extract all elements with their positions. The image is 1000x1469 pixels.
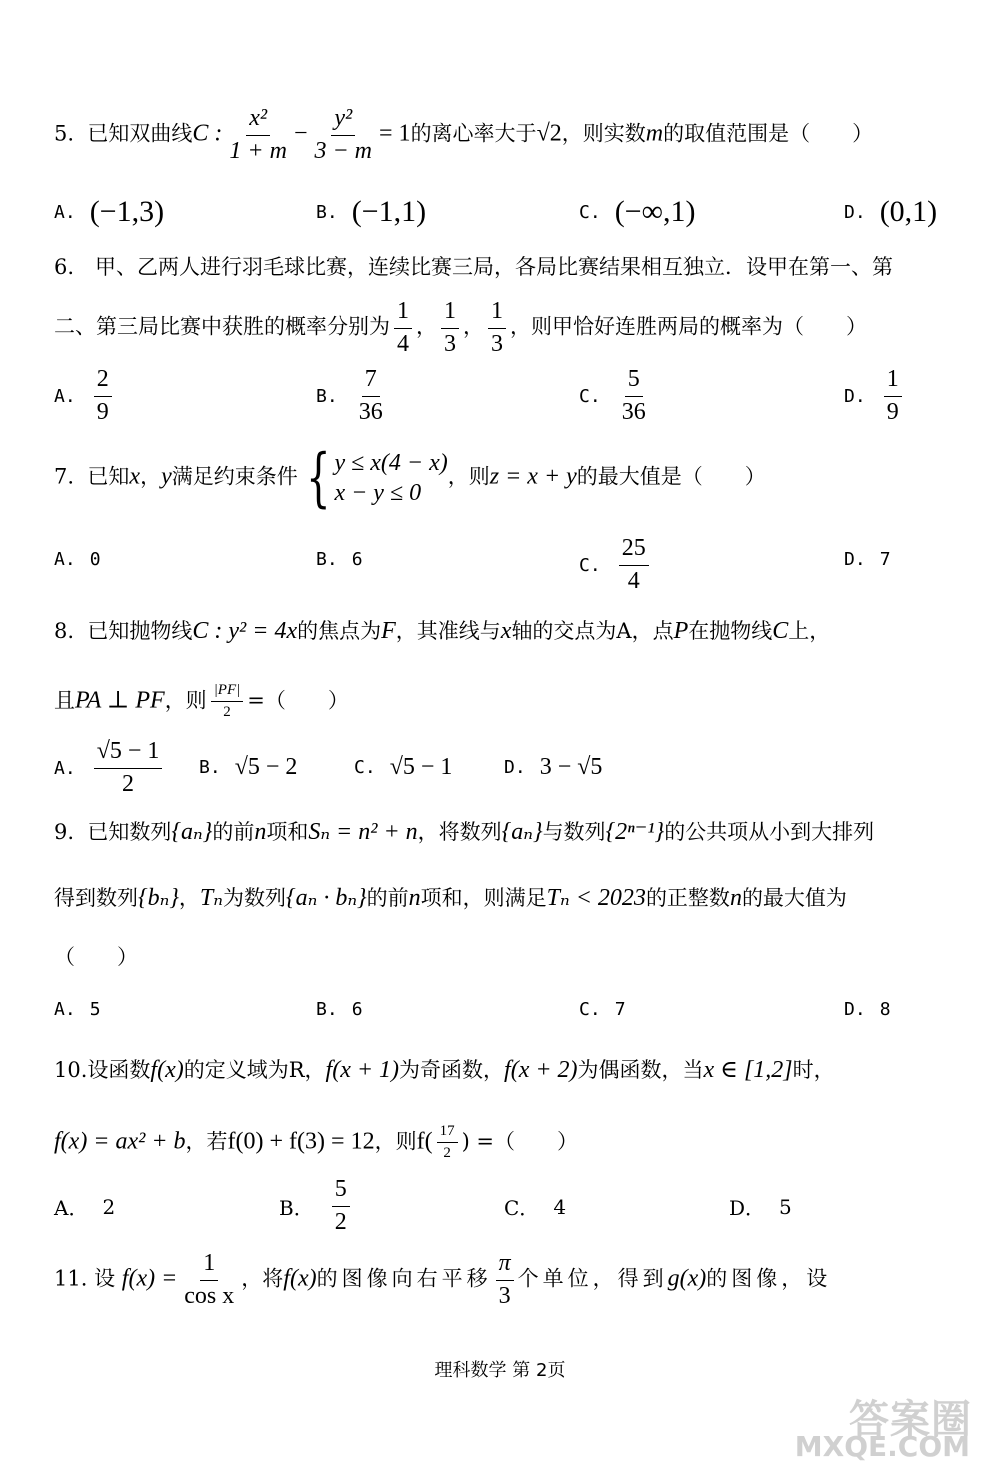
q10-fx1: f(x + 1) [325,1057,400,1083]
question-7 [54,441,960,515]
q9-text8: ， [178,886,200,910]
q11-gx: g(x) [667,1265,707,1292]
q10-text7: ，则 [374,1129,417,1154]
question-9-line2 [54,886,960,910]
q10-text: 设函数 [87,1058,151,1082]
question-10-line1 [54,1058,960,1082]
q9-text7: 得到数列 [54,886,138,910]
q5-option-c[interactable]: C. (−∞,1) [579,195,696,228]
q10-option-c[interactable]: C． 4 [504,1194,567,1220]
question-8-line1 [54,619,960,643]
q9-power-seq: {2ⁿ⁻¹} [605,819,665,845]
page-footer: 理科数学 第 2页 [434,1360,566,1381]
q9-option-b[interactable]: B. 6 [316,999,363,1020]
q10-fx2: f(x + 2) [504,1057,578,1083]
q10-text5: 时， [792,1058,835,1082]
q7-option-a[interactable]: A. 0 [54,549,101,570]
question-5 [54,105,960,165]
q6-text2: ，则甲恰好连胜两局的概率为（ ） [510,314,867,339]
q6-p2: $\frac{1}{3}$ [441,298,459,358]
q8-option-c[interactable]: C. √5 − 1 [354,754,453,780]
q10-number: 10. [54,1058,88,1082]
q8-text4: 轴的交点为A，点 [511,619,674,643]
q9-text10: 的前 [366,886,409,910]
q10-option-b[interactable]: B． $\frac{5}{2}$ [279,1176,354,1236]
q9-text13: 的最大值为 [741,886,847,910]
q7-option-b[interactable]: B. 6 [316,549,363,570]
q7-y: y [161,463,172,490]
q9-text5: 与数列 [542,820,606,844]
q9-an: {aₙ} [171,819,213,845]
q9-answer-paren: （ ） [54,945,138,969]
q8-F: F [381,618,396,644]
q8-option-a[interactable]: A. $\frac{√5 - 1}{2}$ [54,738,166,798]
q11-text3: 的图像向右平移 [316,1266,492,1291]
q9-text9: 为数列 [223,886,286,910]
q5-frac1: $\frac{\text{x²}}{1 + m}$ [229,105,287,164]
q9-sn: Sₙ = n² + n [308,819,418,845]
q6-option-c[interactable]: C. $\frac{5}{36}$ [579,366,646,425]
q9-text: 已知数列 [87,820,172,844]
q10-text3: 为奇函数， [399,1058,505,1082]
q5-frac2: $\frac{\text{y²}}{3 - m}$ [314,105,373,164]
q5-text4: 的取值范围是（ ） [663,121,874,146]
question-9-line1 [54,820,960,844]
q9-an2: {aₙ} [501,819,543,845]
q9-n: n [254,819,267,845]
q6-text: 二、第三局比赛中获胜的概率分别为 [54,314,390,339]
q6-p1: $\frac{1}{4}$ [394,298,412,358]
q10-frac: $\frac{17}{2}$ [437,1123,458,1163]
q9-text12: 的正整数 [645,886,730,910]
q11-shift: $\frac{\pi}{3}$ [496,1250,514,1310]
q8-text: 已知抛物线 [87,619,193,643]
q8-number: 8. [54,619,75,643]
q11-text2: ，将 [241,1266,284,1291]
q9-option-c[interactable]: C. 7 [579,999,626,1020]
q7-x: x [129,463,141,490]
q8-P: P [673,618,689,644]
q5-option-d[interactable]: D. (0,1) [844,195,938,228]
q8-text8: ，则 [164,688,207,713]
q8-text9: =（ ） [247,688,349,713]
q9-option-d[interactable]: D. 8 [844,999,891,1020]
q5-option-a[interactable]: A. (−1,3) [54,195,165,228]
q7-number: 7. [54,464,75,489]
q5-curve: C : [192,120,223,147]
q6-p3: $\frac{1}{3}$ [488,298,506,358]
q5-option-b[interactable]: B. (−1,1) [316,195,427,228]
q8-C: C [772,618,789,644]
q11-fx2: f(x) [283,1265,317,1292]
q9-number: 9. [54,820,75,844]
q8-text2: 的焦点为 [297,619,382,643]
q9-bn: {bₙ} [138,885,179,911]
q7-option-d[interactable]: D. 7 [844,549,891,570]
q5-text: 已知双曲线 [87,121,193,146]
q8-parabola: C : y² = 4x [192,618,298,644]
q9-text6: 的公共项从小到大排列 [664,820,875,844]
q10-option-a[interactable]: A． 2 [54,1194,116,1220]
q5-number: 5. [54,121,75,146]
q8-x: x [500,618,512,644]
q8-frac: $\frac{|PF|}{2}$ [211,682,244,722]
q10-condition: f(0) + f(3) = 12 [227,1128,375,1155]
question-10-line2 [54,1123,960,1163]
q8-option-b[interactable]: B. √5 − 2 [199,754,298,780]
q8-text3: ，其准线与 [395,619,501,643]
q9-option-a[interactable]: A. 5 [54,999,101,1020]
q7-constraints: { y ≤ x(4 − x) x − y ≤ 0 [305,441,448,515]
q10-definition: f(x) = ax² + b [54,1128,186,1155]
question-6-line1: 6. 甲、乙两人进行羽毛球比赛，连续比赛三局，各局比赛结果相互独立．设甲在第一、第 [54,255,894,279]
q7-text: 已知 [87,464,130,489]
q10-fx: f(x) [150,1057,184,1083]
q7-text4: 的最大值是（ ） [576,464,766,489]
question-8-line2 [54,682,960,722]
q6-option-d[interactable]: D. $\frac{1}{9}$ [844,366,906,426]
q5-text2: 的离心率大于 [410,121,537,146]
q9-tn: Tₙ [199,885,223,911]
q10-ask: f( [416,1128,433,1155]
q8-text5: 在抛物线 [688,619,773,643]
q9-n2: n [408,885,421,911]
q8-text7: 且 [54,688,75,713]
q11-frac: $\frac{1}{\text{cos x}}$ [184,1250,235,1309]
q6-option-a[interactable]: A. $\frac{2}{9}$ [54,366,116,426]
q9-text11: 项和，则满足 [420,886,547,910]
q9-text3: 项和 [266,820,309,844]
q11-number: 11. [54,1266,88,1291]
q9-text2: 的前 [212,820,255,844]
q10-range: x ∈ [1,2] [703,1057,793,1083]
q5-eq: = 1 [379,120,411,147]
q5-minus: − [293,120,308,147]
q9-text4: ，将数列 [417,820,502,844]
q10-text8: ) =（ ） [461,1129,579,1154]
q10-text4: 为偶函数，当 [577,1058,704,1082]
question-6-line2 [54,298,960,358]
q8-perp: PA ⊥ PF [75,687,165,714]
question-11 [54,1250,960,1310]
watermark-url: MXQE.COM [794,1430,970,1463]
q7-comma: ， [140,464,162,489]
q6-comma1: ， [416,314,437,339]
q9-inequality: Tₙ < 2023 [546,885,646,911]
q7-option-c[interactable]: C. $\frac{25}{4}$ [579,535,653,595]
q9-anbn: {aₙ · bₙ} [286,885,367,911]
q5-m: m [645,120,664,147]
q7-text2: 满足约束条件 [171,464,298,489]
q11-fx: f(x) = [121,1265,178,1292]
q7-objective: z = x + y [489,463,577,490]
q8-option-d[interactable]: D. 3 − √5 [504,754,603,780]
q10-text2: 的定义域为R， [183,1058,326,1082]
q5-sqrt2: √2 [536,120,562,147]
q9-n3: n [729,885,742,911]
q11-text: 设 [94,1266,116,1291]
q10-option-d[interactable]: D． 5 [729,1194,792,1220]
q5-text3: ，则实数 [561,121,646,146]
q11-text5: 的图像，设 [706,1266,832,1291]
q11-text4: 个单位，得到 [517,1266,668,1291]
q10-text6: ，若 [185,1129,228,1154]
q7-text3: ，则 [447,464,490,489]
q6-comma2: ， [463,314,484,339]
q8-text6: 上， [788,619,831,643]
watermark-logo: 答案圈 [849,1397,972,1443]
q6-option-b[interactable]: B. $\frac{7}{36}$ [316,366,383,425]
